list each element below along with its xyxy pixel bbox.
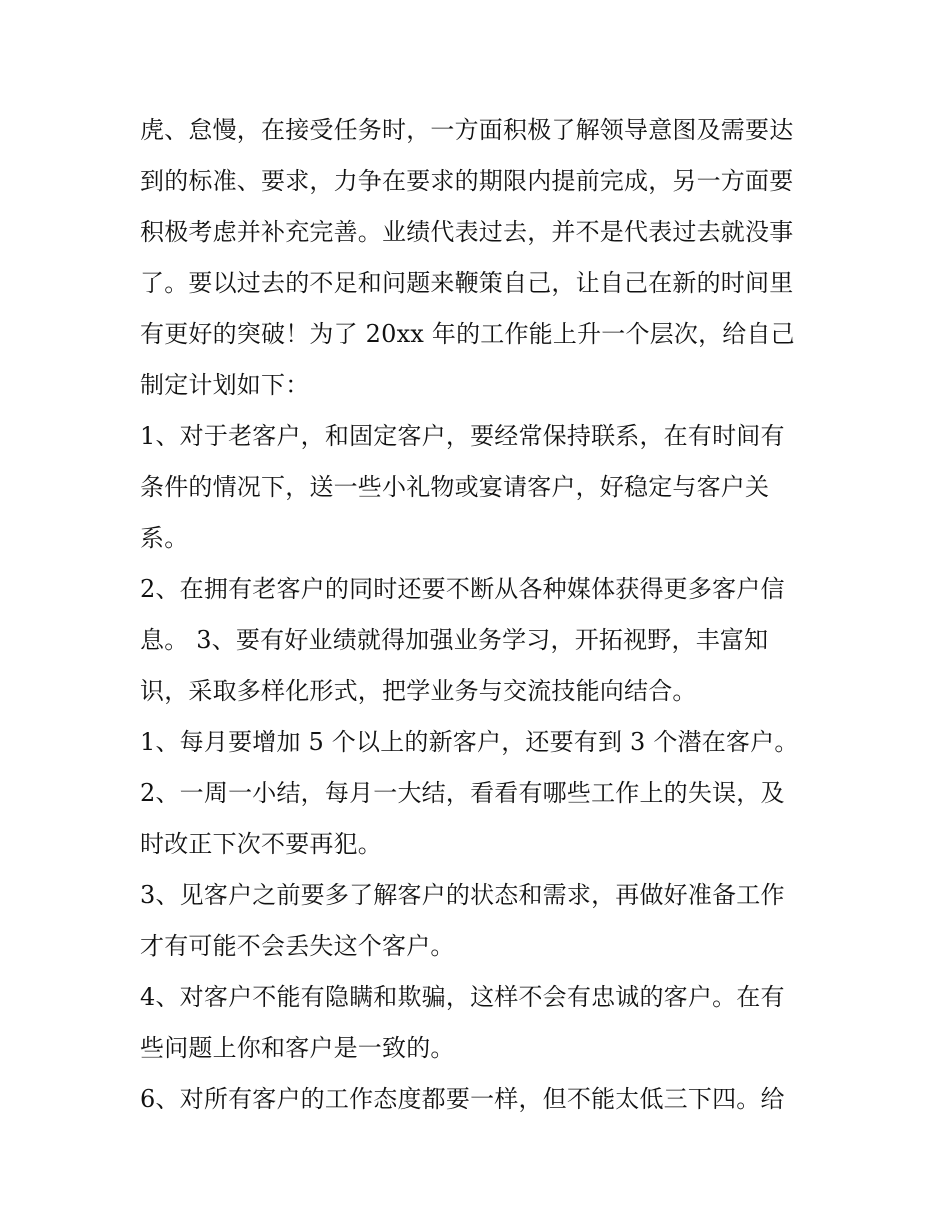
text-line: 1、每月要增加 5 个以上的新客户，还要有到 3 个潜在客户。 (140, 728, 799, 756)
text-line: 1、对于老客户，和固定客户，要经常保持联系，在有时间有 (140, 422, 785, 450)
text-line: 2、在拥有老客户的同时还要不断从各种媒体获得更多客户信 (140, 575, 785, 603)
document-body (140, 105, 820, 1125)
text-line: 条件的情况下，送一些小礼物或宴请客户，好稳定与客户关 (140, 473, 770, 501)
text-line: 才有可能不会丢失这个客户。 (140, 932, 455, 960)
text-line: 2、一周一小结，每月一大结，看看有哪些工作上的失误，及 (140, 779, 785, 807)
text-line: 积极考虑并补充完善。业绩代表过去，并不是代表过去就没事 (140, 218, 794, 246)
text-line: 系。 (140, 524, 189, 552)
text-line: 6、对所有客户的工作态度都要一样，但不能太低三下四。给 (140, 1085, 785, 1113)
text-line: 制定计划如下： (140, 371, 310, 399)
text-line: 了。要以过去的不足和问题来鞭策自己，让自己在新的时间里 (140, 269, 794, 297)
text-line: 息。 3、要有好业绩就得加强业务学习，开拓视野，丰富知 (140, 626, 769, 654)
text-line: 到的标准、要求，力争在要求的期限内提前完成，另一方面要 (140, 167, 794, 195)
text-line: 3、见客户之前要多了解客户的状态和需求，再做好准备工作 (140, 881, 785, 909)
text-line: 时改正下次不要再犯。 (140, 830, 382, 858)
text-line: 4、对客户不能有隐瞒和欺骗，这样不会有忠诚的客户。在有 (140, 983, 785, 1011)
text-line: 识，采取多样化形式，把学业务与交流技能向结合。 (140, 677, 697, 705)
text-line: 有更好的突破！为了 20xx 年的工作能上升一个层次，给自己 (140, 320, 795, 348)
text-line: 虎、怠慢，在接受任务时，一方面积极了解领导意图及需要达 (140, 116, 794, 144)
text-line: 些问题上你和客户是一致的。 (140, 1034, 455, 1062)
